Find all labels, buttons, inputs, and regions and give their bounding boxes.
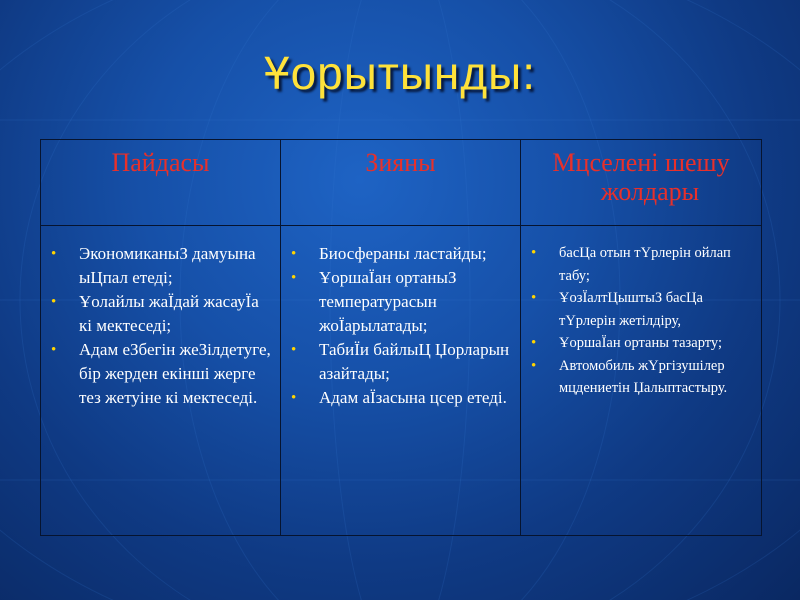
slide-title: Ұорытынды: [263, 47, 537, 99]
list-item: • Автомобиль жҮргізушілер мцдениетін Џалыптастыру. [529, 355, 755, 400]
list-item: • Адам еЗбегін жеЗілдетуге, бір жерден екінші жерге тез жетуіне кі мектеседі. [51, 340, 271, 407]
list-item: • ҰоршаЇан ортаныЗ температурасын жоЇарылатады; [291, 268, 457, 335]
table-body-row [41, 226, 762, 536]
bullet-icon: • [531, 290, 537, 306]
bullet-icon: • [531, 335, 537, 351]
list-item: • ҰоршаЇан ортаны тазарту; [529, 332, 755, 355]
header-solutions-line1: Мцселені шешу [552, 148, 730, 177]
bullet-icon: • [291, 342, 297, 358]
bullet-icon: • [291, 270, 297, 286]
harm-cell [281, 226, 521, 536]
list-item: • басЦа отын тҮрлерін ойлап табу; [529, 242, 755, 287]
list-item: • Адам аЇзасына цсер етеді. [289, 386, 514, 410]
bullet-icon: • [51, 342, 57, 358]
bullet-icon: • [291, 246, 297, 262]
harm-list [281, 226, 520, 410]
header-solutions-line2: жолдары [600, 177, 700, 206]
header-harm: Зияны [281, 140, 521, 226]
solutions-cell [521, 226, 762, 536]
conclusion-table [40, 139, 762, 536]
list-item: • ТабиЇи байлыЦ Џорларын азайтады; [291, 340, 510, 383]
benefits-list [41, 226, 280, 410]
list-item: • ҰозЇалтЦыштыЗ басЦа тҮрлерін жетілдіру, [529, 287, 755, 332]
bullet-icon: • [51, 246, 57, 262]
list-item: • Ұолайлы жаЇдай жасауЇа кі мектеседі; [51, 292, 259, 335]
bullet-icon: • [291, 390, 297, 406]
bullet-icon: • [531, 357, 537, 374]
header-benefits: Пайдасы [41, 140, 281, 226]
list-item: • ЭкономиканыЗ дамуына ыЦпал етеді; [51, 244, 256, 287]
bullet-icon: • [51, 294, 57, 310]
bullet-icon: • [531, 245, 537, 261]
benefits-cell [41, 226, 281, 536]
table-header-row [41, 140, 762, 226]
solutions-list [521, 226, 761, 400]
list-item: • Биосфераны ластайды; [289, 242, 514, 266]
header-solutions [521, 140, 762, 226]
